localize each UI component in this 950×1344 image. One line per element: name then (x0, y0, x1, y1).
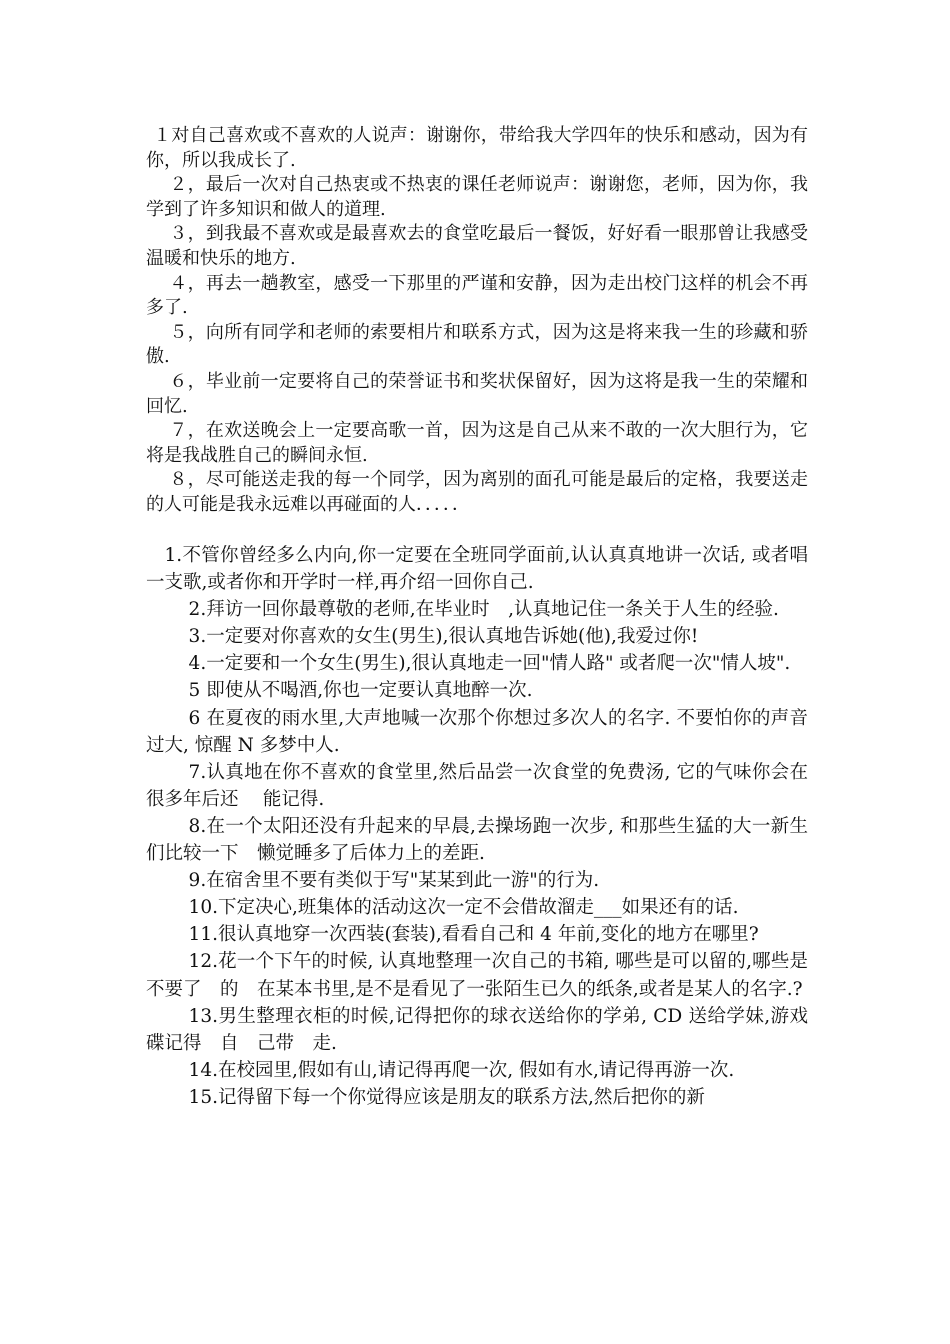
list-item-11: 11.很认真地穿一次西装(套装),看看自己和 4 年前,变化的地方在哪里? (188, 924, 759, 946)
paragraph-item-1: １对自己喜欢或不喜欢的人说声：谢谢你，带给我大学四年的快乐和感动，因为有你，所以我成长了. (146, 125, 808, 171)
list-item-9: 9.在宿舍里不要有类似于写"某某到此一游"的行为. (188, 870, 600, 892)
paragraph-item-3: ３，到我最不喜欢或是最喜欢去的食堂吃最后一餐饭，好好看一眼那曾让我感受温暖和快乐的地方. (146, 223, 808, 269)
list-item-8: 8.在一个太阳还没有升起来的早晨,去操场跑一次步, 和那些生猛的大一新生们比较一下 懒觉睡多了后体力上的差距. (146, 815, 808, 865)
list-item-5: 5 即使从不喝酒,你也一定要认真地醉一次. (188, 680, 533, 702)
list-item-14: 14.在校园里,假如有山,请记得再爬一次, 假如有水,请记得再游一次. (188, 1059, 735, 1081)
paragraph-item-2: ２，最后一次对自己热衷或不热衷的课任老师说声：谢谢您，老师，因为你，我学到了许多知识和做人的道理. (146, 174, 808, 220)
list-item-10: 10.下定决心,班集体的活动这次一定不会借故溜走___如果还有的话. (188, 897, 739, 919)
list-item-2: 2.拜访一回你最尊敬的老师,在毕业时 ,认真地记住一条关于人生的经验. (188, 599, 779, 621)
list-item-12: 12.花一个下午的时候, 认真地整理一次自己的书箱, 哪些是可以留的,哪些是不要了 的 在某本书里,是不是看见了一张陌生已久的纸条,或者是某人的名字.? (146, 951, 808, 1000)
list-item-4: 4.一定要和一个女生(男生),很认真地走一回"情人路" 或者爬一次"情人坡". (188, 653, 791, 675)
list-item-7: 7.认真地在你不喜欢的食堂里,然后品尝一次食堂的免费汤, 它的气味你会在很多年后还 能记得. (146, 761, 808, 810)
paragraph-item-7: ７，在欢送晚会上一定要高歌一首，因为这是自己从来不敢的一次大胆行为，它将是我战胜自己的瞬间永恒. (146, 420, 808, 466)
list-item-6: 6 在夏夜的雨水里,大声地喊一次那个你想过多次人的名字. 不要怕你的声音过大, 惊醒 N 多梦中人. (146, 707, 808, 756)
graduation-list-part-two (146, 542, 808, 1111)
paragraph-item-5: ５，向所有同学和老师的索要相片和联系方式，因为这是将来我一生的珍藏和骄傲. (146, 321, 808, 368)
list-item-13: 13.男生整理衣柜的时候,记得把你的球衣送给你的学弟, CD 送给学妹,游戏碟记得 自 己带 走. (146, 1005, 808, 1054)
paragraph-item-6: ６，毕业前一定要将自己的荣誉证书和奖状保留好，因为这将是我一生的荣耀和回忆. (146, 370, 808, 417)
paragraph-item-8: ８，尽可能送走我的每一个同学，因为离别的面孔可能是最后的定格，我要送走的人可能是我永远难以再碰面的人．．．．． (146, 469, 808, 515)
list-item-3: 3.一定要对你喜欢的女生(男生),很认真地告诉她(他),我爱过你! (188, 626, 699, 648)
list-item-15: 15.记得留下每一个你觉得应该是朋友的联系方法,然后把你的新 (188, 1086, 705, 1108)
paragraph-item-4: ４，再去一趟教室，感受一下那里的严谨和安静，因为走出校门这样的机会不再多了. (146, 272, 808, 319)
list-item-1: 1.不管你曾经多么内向,你一定要在全班同学面前,认认真真地讲一次话, 或者唱一支歌,或者你和开学时一样,再介绍一回你自己. (146, 545, 808, 594)
graduation-list-part-one (146, 124, 808, 518)
